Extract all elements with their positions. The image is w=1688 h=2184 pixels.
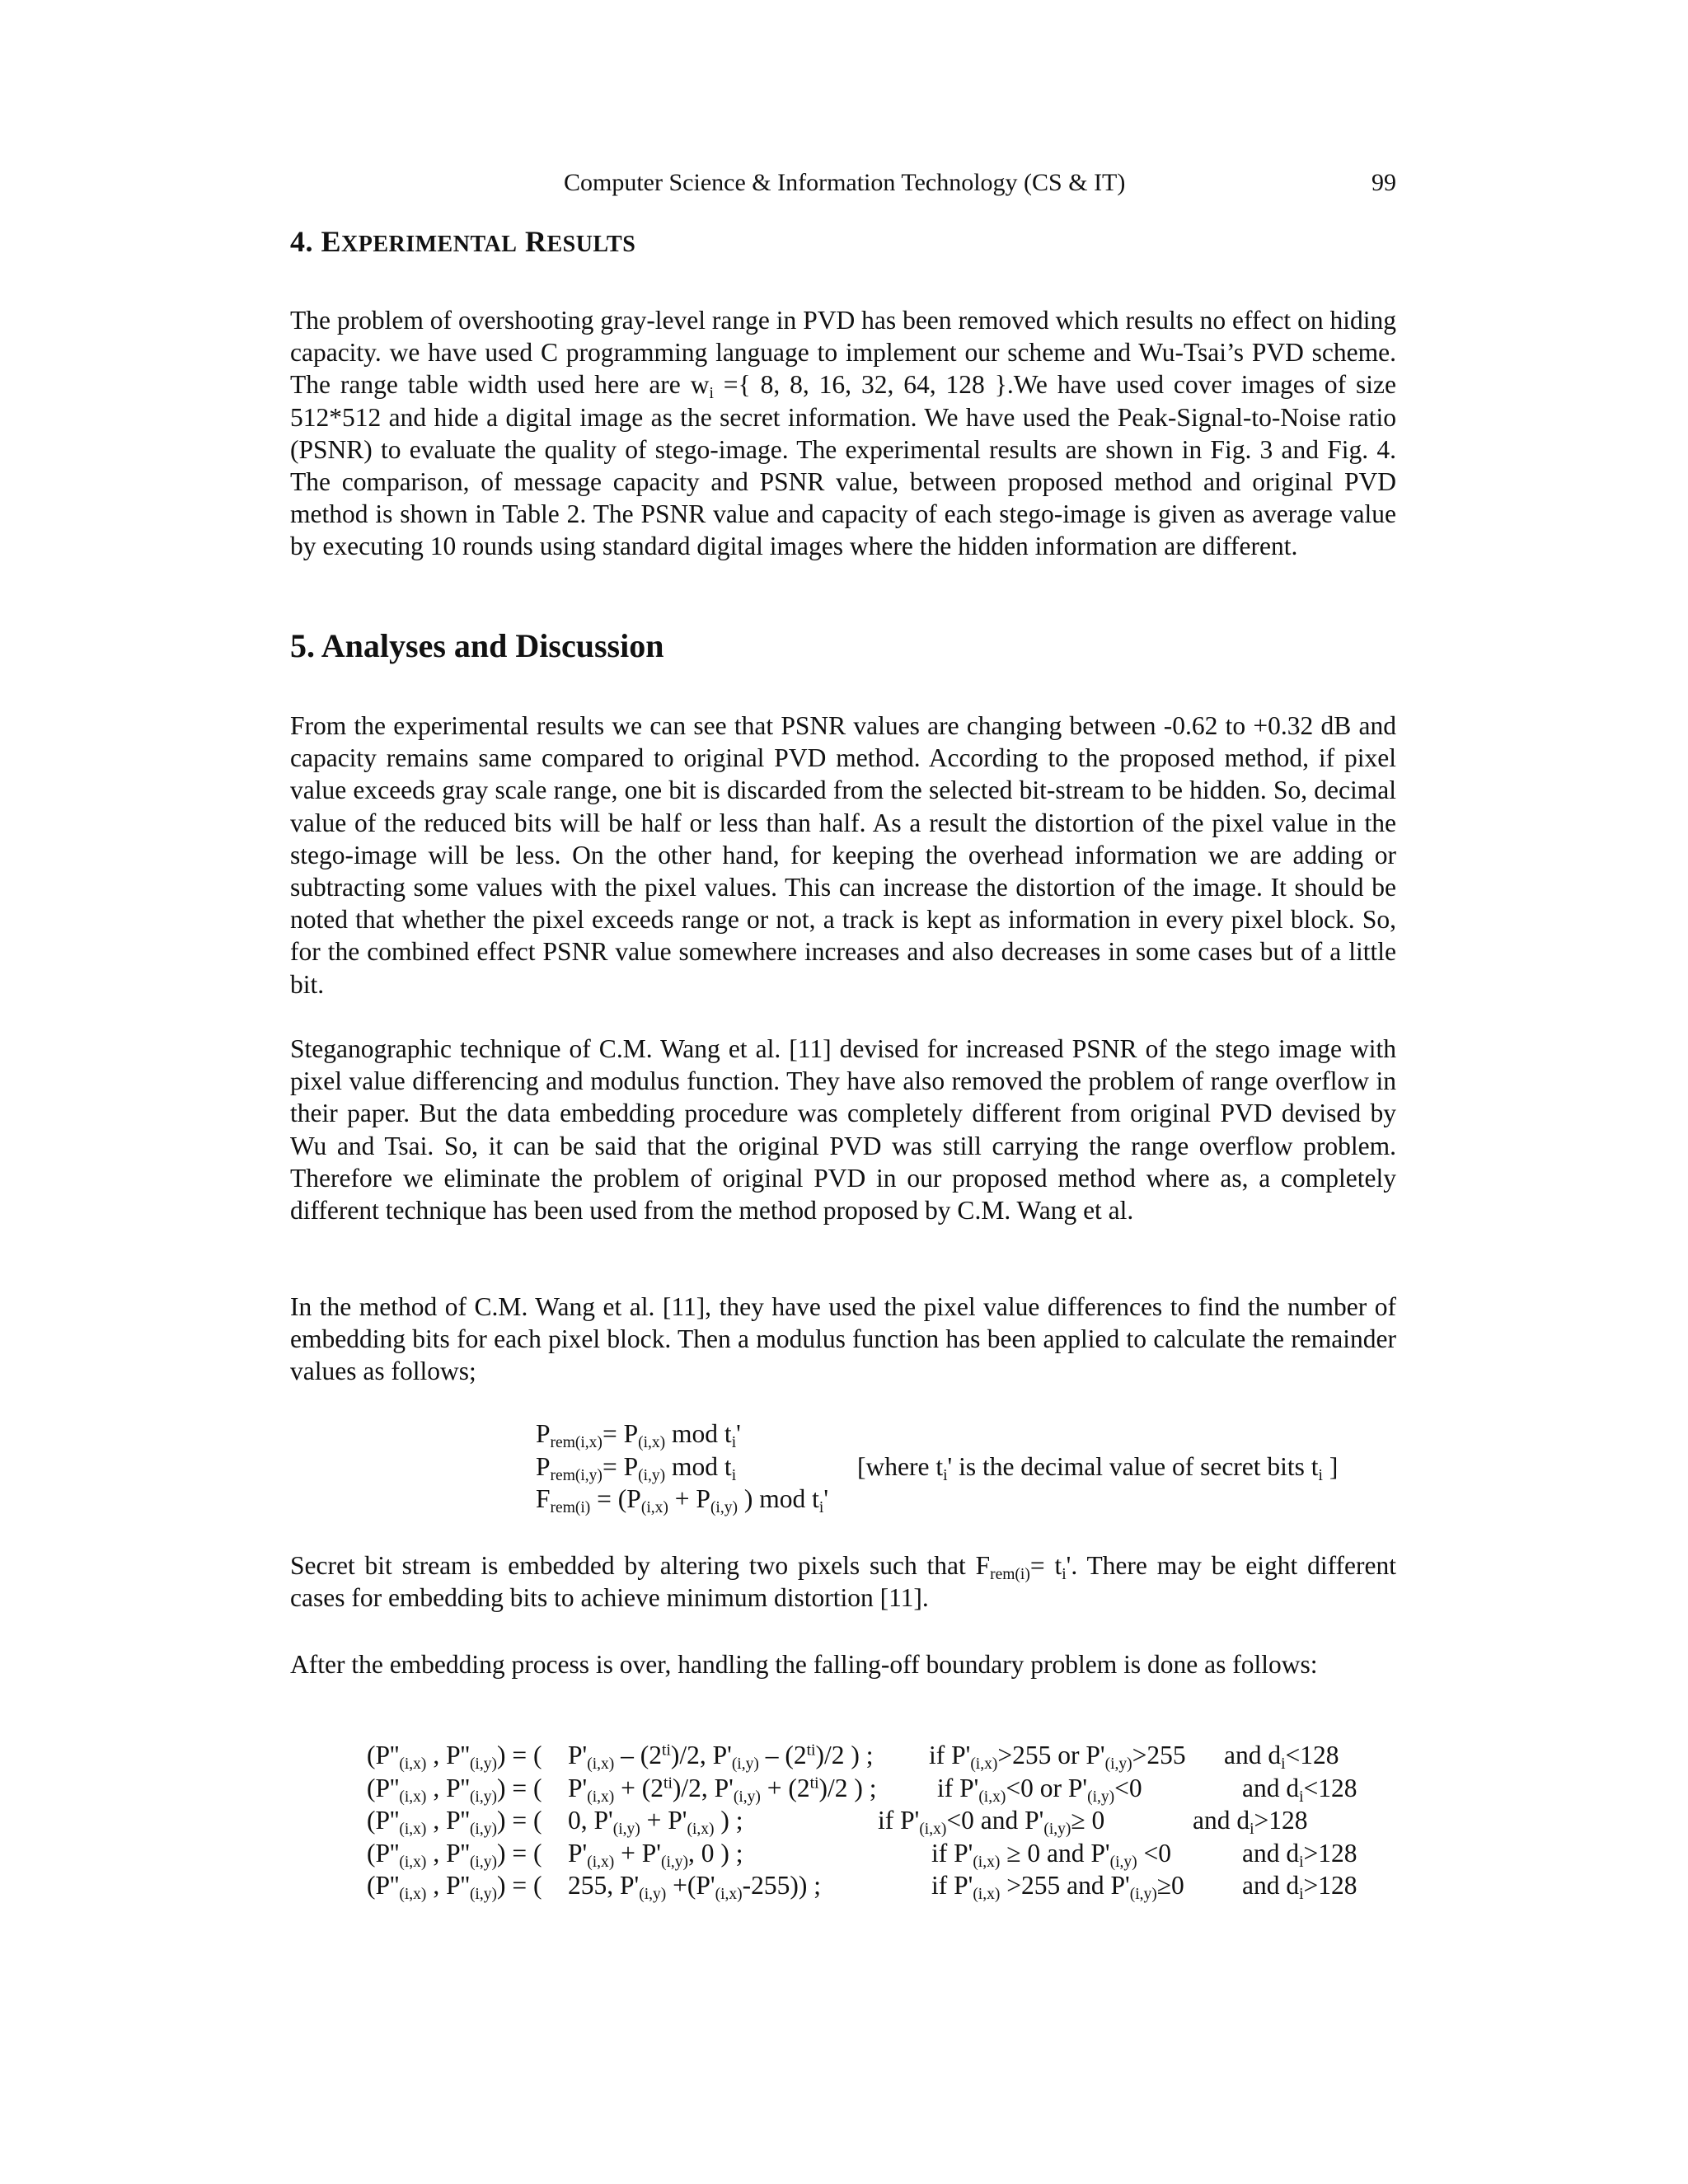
case-condition: if $P'_{(i,x)}<0$ and $P'_{(i,y)}\ge 0$: [878, 1806, 1105, 1838]
case-rhs: $P'_{(i,x)} - (2^{ti})/2$, $P'_{(i,y)} - (2^{ti})/2$ ) ;: [568, 1741, 874, 1773]
case-lhs: ($P''_{(i,x)}$ , $P''_{(i,y)}$) = (: [367, 1773, 542, 1806]
case-rhs: $P'_{(i,x)} + P'_{(i,y)}$, 0 ) ;: [568, 1838, 743, 1871]
case-d-condition: and $d_i>128$: [1242, 1838, 1357, 1871]
case-lhs: ($P''_{(i,x)}$ , $P''_{(i,y)}$) = (: [367, 1806, 542, 1838]
case-rhs: $P'_{(i,x)} + (2^{ti})/2$, $P'_{(i,y)} + (2^{ti})/2$ ) ;: [568, 1773, 877, 1806]
page-number: 99: [1372, 169, 1396, 196]
section-4-paragraph: The problem of overshooting gray-level range in PVD has been removed which results no effect on hiding capacity. we have used C programming language to implement our scheme and Wu-Tsai’s PVD scheme. The range table width used here are $w_i$ ={ 8, 8, 16, 32, 64, 128 }.We have used cover images of size 512*512 and hide a digital image as the secret information. We have used the Peak-Signal-to-Noise ratio (PSNR) to evaluate the quality of stego-image. The experimental results are shown in Fig. 3 and Fig. 4. The comparison, of message capacity and PSNR value, between proposed method and original PVD method is shown in Table 2. The PSNR value and capacity of each stego-image is given as average value by executing 10 rounds using standard digital images where the hidden information are different.: [290, 306, 1396, 561]
case-condition: if $P'_{(i,x)}<0$ or $P'_{(i,y)}<0$: [937, 1773, 1142, 1806]
section-5-heading: 5. Analyses and Discussion: [290, 627, 664, 664]
case-lhs: ($P''_{(i,x)}$ , $P''_{(i,y)}$) = (: [367, 1871, 542, 1903]
case-d-condition: and $d_i<128$: [1242, 1773, 1357, 1806]
section-5-paragraph-3: In the method of C.M. Wang et al. [11], they have used the pixel value differences to find the number of embedding bits for each pixel block. Then a modulus function has been applied to calculate the remainder values as follows;: [290, 1292, 1396, 1386]
section-5-paragraph-2: Steganographic technique of C.M. Wang et al. [11] devised for increased PSNR of the stego image with pixel value differencing and modulus function. They have also removed the problem of range overflow in their paper. But the data embedding procedure was completely different from original PVD devised by Wu and Tsai. So, it can be said that the original PVD was still carrying the range overflow problem. Therefore we eliminate the problem of original PVD in our proposed method where as, a completely different technique has been used from the method proposed by C.M. Wang et al.: [290, 1034, 1396, 1226]
page-header: [290, 169, 1396, 205]
case-rhs: 0, $P'_{(i,y)} + P'_{(i,x)}$ ) ;: [568, 1806, 743, 1838]
equation-note: [where $t_i'$ is the decimal value of secret bits $t_i$ ]: [857, 1451, 1339, 1484]
case-d-condition: and $d_i<128$: [1224, 1741, 1339, 1773]
section-4-heading: 4. EXPERIMENTAL RESULTS: [290, 225, 636, 258]
case-lhs: ($P''_{(i,x)}$ , $P''_{(i,y)}$) = (: [367, 1741, 542, 1773]
case-lhs: ($P''_{(i,x)}$ , $P''_{(i,y)}$) = (: [367, 1838, 542, 1871]
section-5-paragraph-1: From the experimental results we can see that PSNR values are changing between -0.62 to +0.32 dB and capacity remains same compared to original PVD method. According to the proposed method, if pixel value exceeds gray scale range, one bit is discarded from the selected bit-stream to be hidden. So, decimal value of the reduced bits will be half or less than half. As a result the distortion of the pixel value in the stego-image will be less. On the other hand, for keeping the overhead information we are adding or subtracting some values with the pixel values. This can increase the distortion of the image. It should be noted that whether the pixel exceeds range or not, a track is kept as information in every pixel block. So, for the combined effect PSNR value somewhere increases and also decreases in some cases but of a little bit.: [290, 711, 1396, 999]
boundary-case-equations: [367, 1739, 1455, 1902]
remainder-equations: [536, 1418, 1442, 1516]
section-5-paragraph-5: After the embedding process is over, handling the falling-off boundary problem is done as follows:: [290, 1650, 1318, 1679]
equation-prem-y: $P_{rem(i,y)}= P_{(i,y)}$ mod $t_i$ [where $t_i'$ is the decimal value of secret bits $t_i$ ]: [536, 1451, 1339, 1484]
case-row: [367, 1869, 1455, 1902]
case-condition: if $P'_{(i,x)}>255$ or $P'_{(i,y)}>255$: [929, 1741, 1186, 1773]
case-condition: if $P'_{(i,x)} \ge 0$ and $P'_{(i,y)} <0$: [931, 1838, 1172, 1871]
case-row: [367, 1772, 1455, 1805]
equation-frem: $F_{rem(i)} = (P_{(i,x)} + P_{(i,y)}$ ) mod $t_i'$: [536, 1484, 828, 1516]
case-row: [367, 1739, 1455, 1772]
equation-prem-x: $P_{rem(i,x)}= P_{(i,x)}$ mod $t_i'$: [536, 1419, 741, 1451]
running-title: Computer Science & Information Technology (CS & IT): [564, 169, 1126, 196]
case-d-condition: and $d_i>128$: [1193, 1806, 1308, 1838]
case-row: [367, 1804, 1455, 1837]
case-d-condition: and $d_i>128$: [1242, 1871, 1357, 1903]
section-5-paragraph-4: Secret bit stream is embedded by altering two pixels such that $F_{rem(i)}= t_i'$. There may be eight different cases for embedding bits to achieve minimum distortion [11].: [290, 1551, 1396, 1613]
case-row: [367, 1837, 1455, 1870]
case-rhs: 255, $P'_{(i,y)} +(P'_{(i,x)}-255)$) ;: [568, 1871, 822, 1903]
case-condition: if $P'_{(i,x)} >255$ and $P'_{(i,y)}\ge 0$: [931, 1871, 1184, 1903]
